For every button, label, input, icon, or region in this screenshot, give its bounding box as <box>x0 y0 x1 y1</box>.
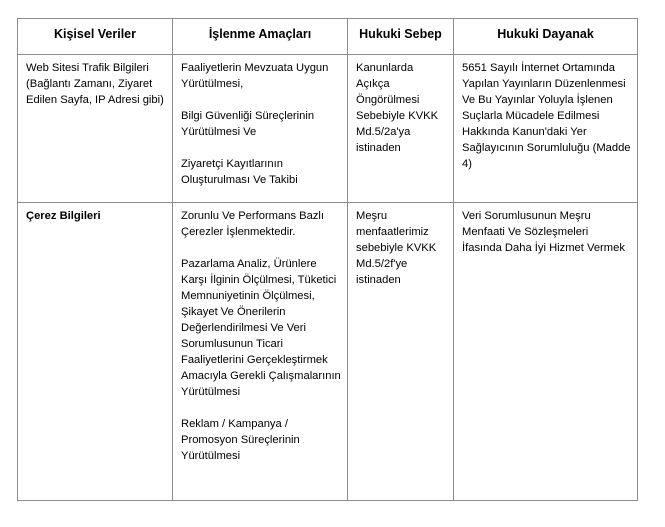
purpose-item: Ziyaretçi Kayıtlarının Oluşturulması Ve Takibi <box>181 158 298 186</box>
cell-legal-basis: 5651 Sayılı İnternet Ortamında Yapılan Yayınların Düzenlenmesi Ve Bu Yayınlar Yoluyla İşlenen Suçlarla Mücadele Edilmesi Hakkında Kanun'daki Yer Sağlayıcının Sorumluluğu (Madde 4) <box>454 55 638 203</box>
cell-processing-purposes <box>173 203 348 501</box>
purpose-item: Faaliyetlerin Mevzuata Uygun Yürütülmesi, <box>181 62 329 90</box>
purpose-item: Zorunlu Ve Performans Bazlı Çerezler İşlenmektedir. <box>181 210 325 238</box>
purpose-item: Reklam / Kampanya / Promosyon Süreçlerinin Yürütülmesi <box>181 418 300 462</box>
table-row <box>18 55 638 203</box>
cell-personal-data: Çerez Bilgileri <box>18 203 173 501</box>
cell-legal-reason: Meşru menfaatlerimiz sebebiyle KVKK Md.5/2f'ye istinaden <box>348 203 454 501</box>
cell-legal-reason: Kanunlarda Açıkça Öngörülmesi Sebebiyle KVKK Md.5/2a'ya istinaden <box>348 55 454 203</box>
cell-personal-data: Web Sitesi Trafik Bilgileri (Bağlantı Zamanı, Ziyaret Edilen Sayfa, IP Adresi gibi) <box>18 55 173 203</box>
header-personal-data: Kişisel Veriler <box>18 19 173 55</box>
header-legal-reason: Hukuki Sebep <box>348 19 454 55</box>
table-row <box>18 203 638 501</box>
cell-legal-basis: Veri Sorumlusunun Meşru Menfaati Ve Sözleşmeleri İfasında Daha İyi Hizmet Vermek <box>454 203 638 501</box>
table-header-row <box>18 19 638 55</box>
purpose-item: Pazarlama Analiz, Ürünlere Karşı İlginin Ölçülmesi, Tüketici Memnuniyetinin Ölçülmesi, Şikayet Ve Önerilerin Değerlendirilmesi Ve Veri Sorumlusunun Ticari Faaliyetlerini Gerçekleştirmek Amacıyla Gerekli Çalışmalarının Yürütülmesi <box>181 258 341 398</box>
purpose-item: Bilgi Güvenliği Süreçlerinin Yürütülmesi Ve <box>181 110 315 138</box>
header-processing-purposes: İşlenme Amaçları <box>173 19 348 55</box>
legal-basis-table <box>17 18 638 501</box>
header-legal-basis: Hukuki Dayanak <box>454 19 638 55</box>
cell-processing-purposes <box>173 55 348 203</box>
